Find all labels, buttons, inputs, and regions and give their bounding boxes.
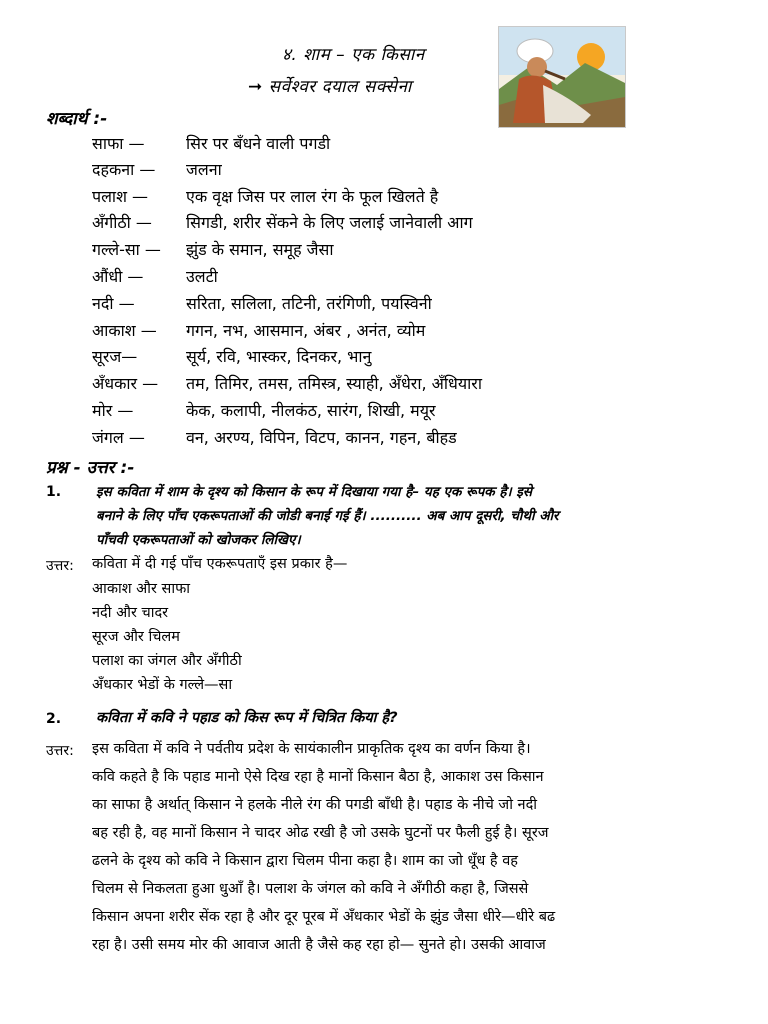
glossary-item [0, 238, 768, 264]
glossary-meaning: सिर पर बँधने वाली पगडी [186, 134, 331, 153]
glossary-item [0, 185, 768, 211]
glossary-heading: शब्दार्थ :- [46, 109, 108, 129]
answer-line: अँधकार भेडों के गल्ले—सा [92, 677, 233, 693]
answer-line: इस कविता में कवि ने पर्वतीय प्रदेश के सायंकालीन प्राकृतिक दृश्य का वर्णन किया है। [92, 741, 531, 757]
question-number: 1. [46, 484, 62, 500]
glossary-meaning: केक, कलापी, नीलकंठ, सारंग, शिखी, मयूर [186, 401, 436, 420]
glossary-item [0, 426, 768, 452]
answer-line: चिलम से निकलता हुआ धुआँ है। पलाश के जंगल को कवि ने अँगीठी कहा है, जिससे [92, 881, 529, 897]
answer-line: पलाश का जंगल और अँगीठी [92, 653, 242, 669]
glossary-term: साफा — [92, 134, 145, 153]
glossary-meaning: उलटी [186, 267, 218, 286]
glossary-item [0, 132, 768, 158]
glossary-meaning: एक वृक्ष जिस पर लाल रंग के फूल खिलते है [186, 187, 439, 206]
question-text-line: इस कविता में शाम के दृश्य को किसान के रूप में दिखाया गया है– यह एक रूपक है। इसे [96, 484, 533, 500]
question-text-line: बनाने के लिए पाँच एकरूपताओं की जोडी बनाई गई हैं। .......... अब आप दूसरी, चौथी और [96, 508, 559, 524]
glossary-item [0, 265, 768, 291]
glossary-item [0, 319, 768, 345]
glossary-item [0, 345, 768, 371]
glossary-term: जंगल — [92, 428, 145, 447]
glossary-meaning: गगन, नभ, आसमान, अंबर , अनंत, व्योम [186, 321, 426, 340]
glossary-term: सूरज— [92, 347, 138, 366]
answer-line: कविता में दी गई पाँच एकरूपताएँ इस प्रकार है— [92, 556, 348, 572]
glossary-term: मोर — [92, 401, 134, 420]
glossary-term: आकाश — [92, 321, 157, 340]
glossary-meaning: झुंड के समान, समूह जैसा [186, 240, 334, 259]
answer-label: उत्तर: [46, 558, 74, 574]
question-text-line: कविता में कवि ने पहाड को किस रूप में चित्रित किया है? [96, 710, 398, 726]
answer-line: आकाश और साफा [92, 581, 191, 597]
question-number: 2. [46, 711, 62, 727]
lesson-title: ४. शाम – एक किसान [282, 45, 425, 65]
glossary-term: गल्ले-सा — [92, 240, 161, 259]
glossary-term: पलाश — [92, 187, 149, 206]
answer-line: का साफा है अर्थात् किसान ने हलके नीले रंग की पगडी बाँधी है। पहाड के नीचे जो नदी [92, 797, 538, 813]
answer-line: कवि कहते है कि पहाड मानो ऐसे दिख रहा है मानों किसान बैठा है, आकाश उस किसान [92, 769, 544, 785]
glossary-meaning: सिगडी, शरीर सेंकने के लिए जलाई जानेवाली आग [186, 213, 473, 232]
glossary-term: अँगीठी — [92, 213, 152, 232]
glossary-term: अँधकार — [92, 374, 159, 393]
glossary-term: औंधी — [92, 267, 144, 286]
answer-line: रहा है। उसी समय मोर की आवाज आती है जैसे कह रहा हो— सुनते हो। उसकी आवाज [92, 937, 546, 953]
glossary-term: नदी — [92, 294, 135, 313]
question-text-line: पाँचवी एकरूपताओं को खोजकर लिखिए। [96, 532, 301, 548]
author-name: ➞ सर्वेश्वर दयाल सक्सेना [248, 77, 412, 97]
glossary-item [0, 211, 768, 237]
glossary-item [0, 399, 768, 425]
glossary-meaning: तम, तिमिर, तमस, तमिस्त्र, स्याही, अँधेरा, अँधियारा [186, 374, 482, 393]
glossary-meaning: वन, अरण्य, विपिन, विटप, कानन, गहन, बीहड [186, 428, 457, 447]
glossary-item [0, 158, 768, 184]
glossary-term: दहकना — [92, 160, 156, 179]
answer-line: सूरज और चिलम [92, 629, 180, 645]
glossary-item [0, 372, 768, 398]
answer-line: ढलने के दृश्य को कवि ने किसान द्वारा चिलम पीना कहा है। शाम का जो धूँध है वह [92, 853, 519, 869]
answer-label: उत्तर: [46, 743, 74, 759]
glossary-item [0, 292, 768, 318]
farmer-smoking-pipe-illustration [498, 26, 626, 128]
qa-heading: प्रश्न - उत्तर :- [46, 458, 135, 478]
answer-line: नदी और चादर [92, 605, 169, 621]
answer-line: किसान अपना शरीर सेंक रहा है और दूर पूरब में अँधकार भेडों के झुंड जैसा धीरे—धीरे बढ [92, 909, 556, 925]
glossary-meaning: सरिता, सलिला, तटिनी, तरंगिणी, पयस्विनी [186, 294, 432, 313]
glossary-meaning: सूर्य, रवि, भास्कर, दिनकर, भानु [186, 347, 372, 366]
answer-line: बह रही है, वह मानों किसान ने चादर ओढ रखी है जो उसके घुटनों पर फैली हुई है। सूरज [92, 825, 549, 841]
glossary-meaning: जलना [186, 160, 222, 179]
